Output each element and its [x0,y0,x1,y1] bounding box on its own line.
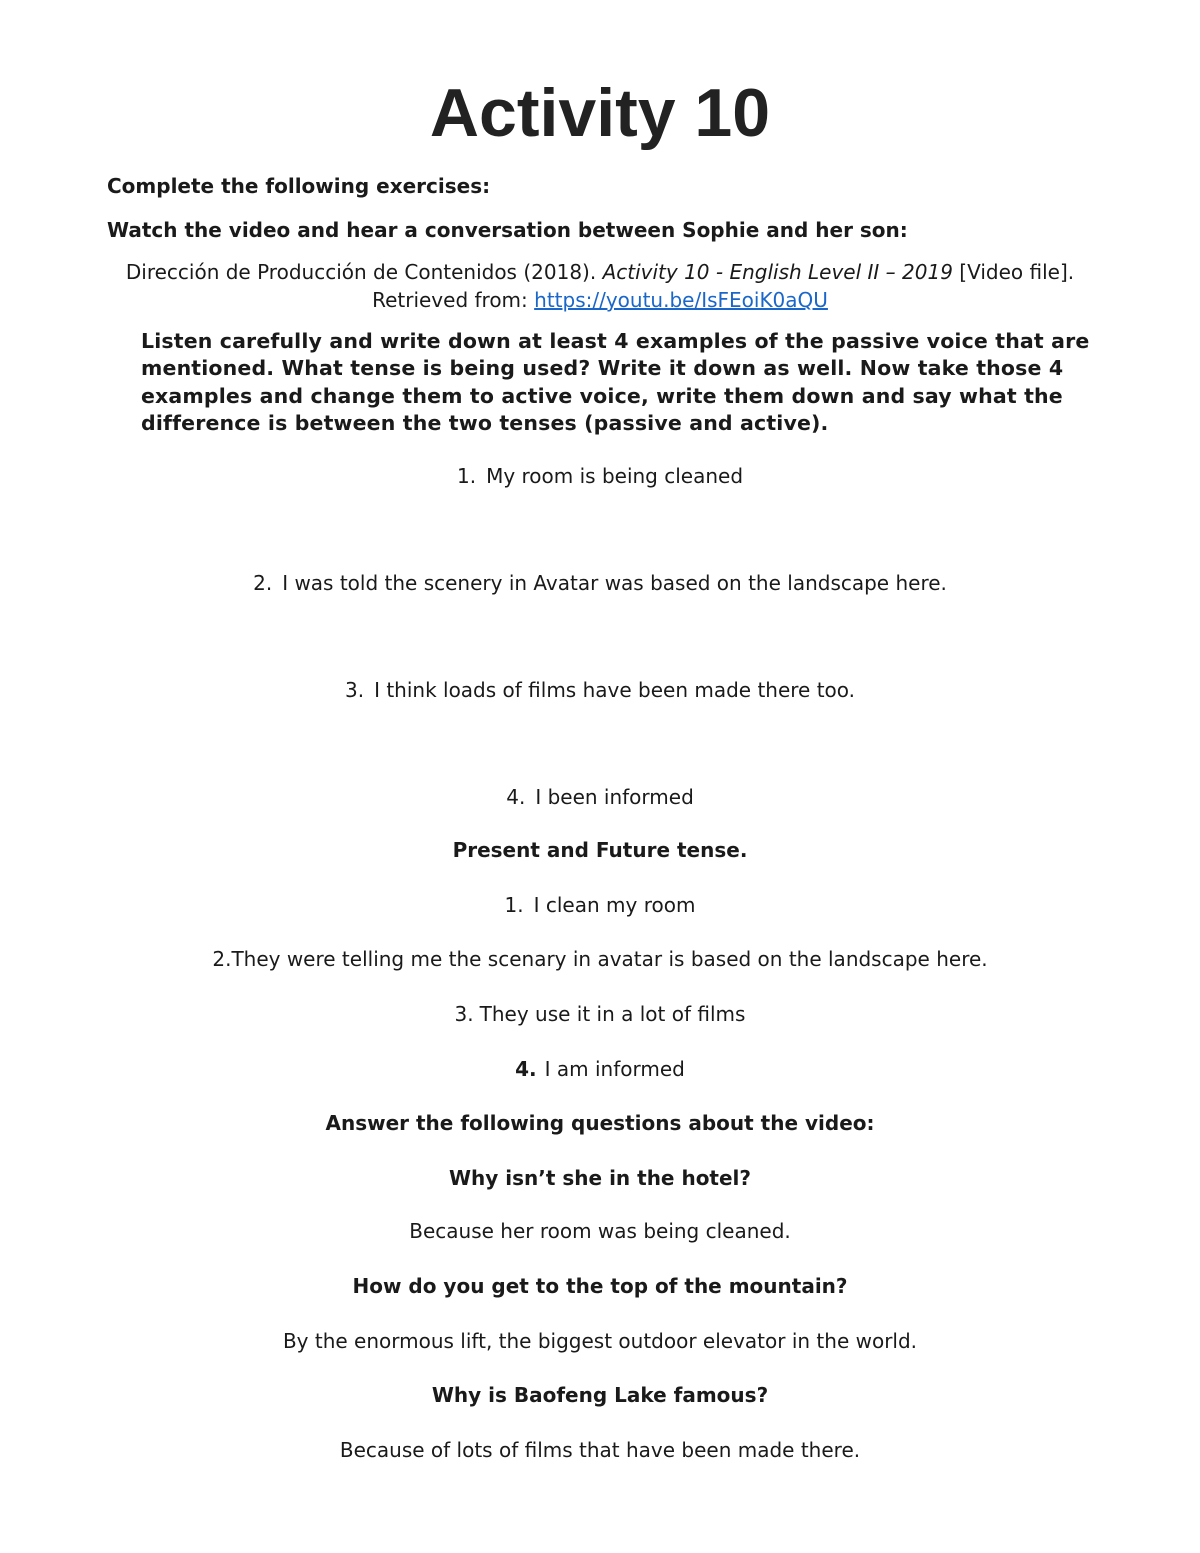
passive-example-1 [0,463,1200,490]
questions-heading: Answer the following questions about the video: [325,1111,875,1135]
passive-example-3 [0,677,1200,704]
list-number: 1. [504,893,524,917]
citation-line-1 [0,258,1200,286]
active-example-2 [0,946,1200,973]
citation-author: Dirección de Producción de Contenidos (2018). [125,260,597,284]
active-example-4 [0,1056,1200,1083]
list-number: 2. [253,571,273,595]
list-number: 2. [212,947,232,971]
list-number: 4. [506,785,526,809]
intro-watch: Watch the video and hear a conversation between Sophie and her son: [107,218,908,242]
answer-3: Because of lots of films that have been made there. [339,1438,861,1462]
citation [0,258,1200,314]
example-text: They use it in a lot of films [479,1002,746,1026]
example-text: I think loads of films have been made there too. [374,678,856,702]
active-example-1 [0,892,1200,919]
question-1: Why isn’t she in the hotel? [448,1166,752,1190]
intro-complete: Complete the following exercises: [107,174,491,198]
citation-line-2 [0,286,1200,314]
answer-1: Because her room was being cleaned. [409,1219,791,1243]
list-number: 3. [344,678,365,702]
citation-medium: [Video file]. [959,260,1075,284]
citation-retrieved-label: Retrieved from: [372,288,528,312]
question-3: Why is Baofeng Lake famous? [431,1383,769,1407]
citation-work-title: Activity 10 - English Level II – 2019 [602,260,953,284]
active-example-3 [0,1001,1200,1028]
instructions: Listen carefully and write down at least 4 examples of the passive voice that are mentioned. What tense is being used? Write it down as well. Now take those 4 examples and change them to active voice, write them down and say what the difference is between the two tenses (passive and active). [141,329,1090,435]
example-text: They were telling me the scenary in avatar is based on the landscape here. [231,947,988,971]
page-title: Activity 10 [429,75,771,151]
answer-2: By the enormous lift, the biggest outdoor elevator in the world. [282,1329,918,1353]
list-number: 1. [456,464,477,488]
question-2: How do you get to the top of the mountain? [352,1274,848,1298]
passive-example-2 [0,570,1200,597]
video-link[interactable]: https://youtu.be/IsFEoiK0aQU [534,288,828,312]
example-text: My room is being cleaned [486,464,744,488]
tense-heading: Present and Future tense. [452,838,748,862]
list-number: 4. [515,1057,537,1081]
example-text: I clean my room [533,893,696,917]
example-text: I am informed [544,1057,685,1081]
example-text: I been informed [535,785,694,809]
passive-example-4 [0,784,1200,811]
list-number: 3. [454,1002,474,1026]
example-text: I was told the scenery in Avatar was based on the landscape here. [282,571,947,595]
